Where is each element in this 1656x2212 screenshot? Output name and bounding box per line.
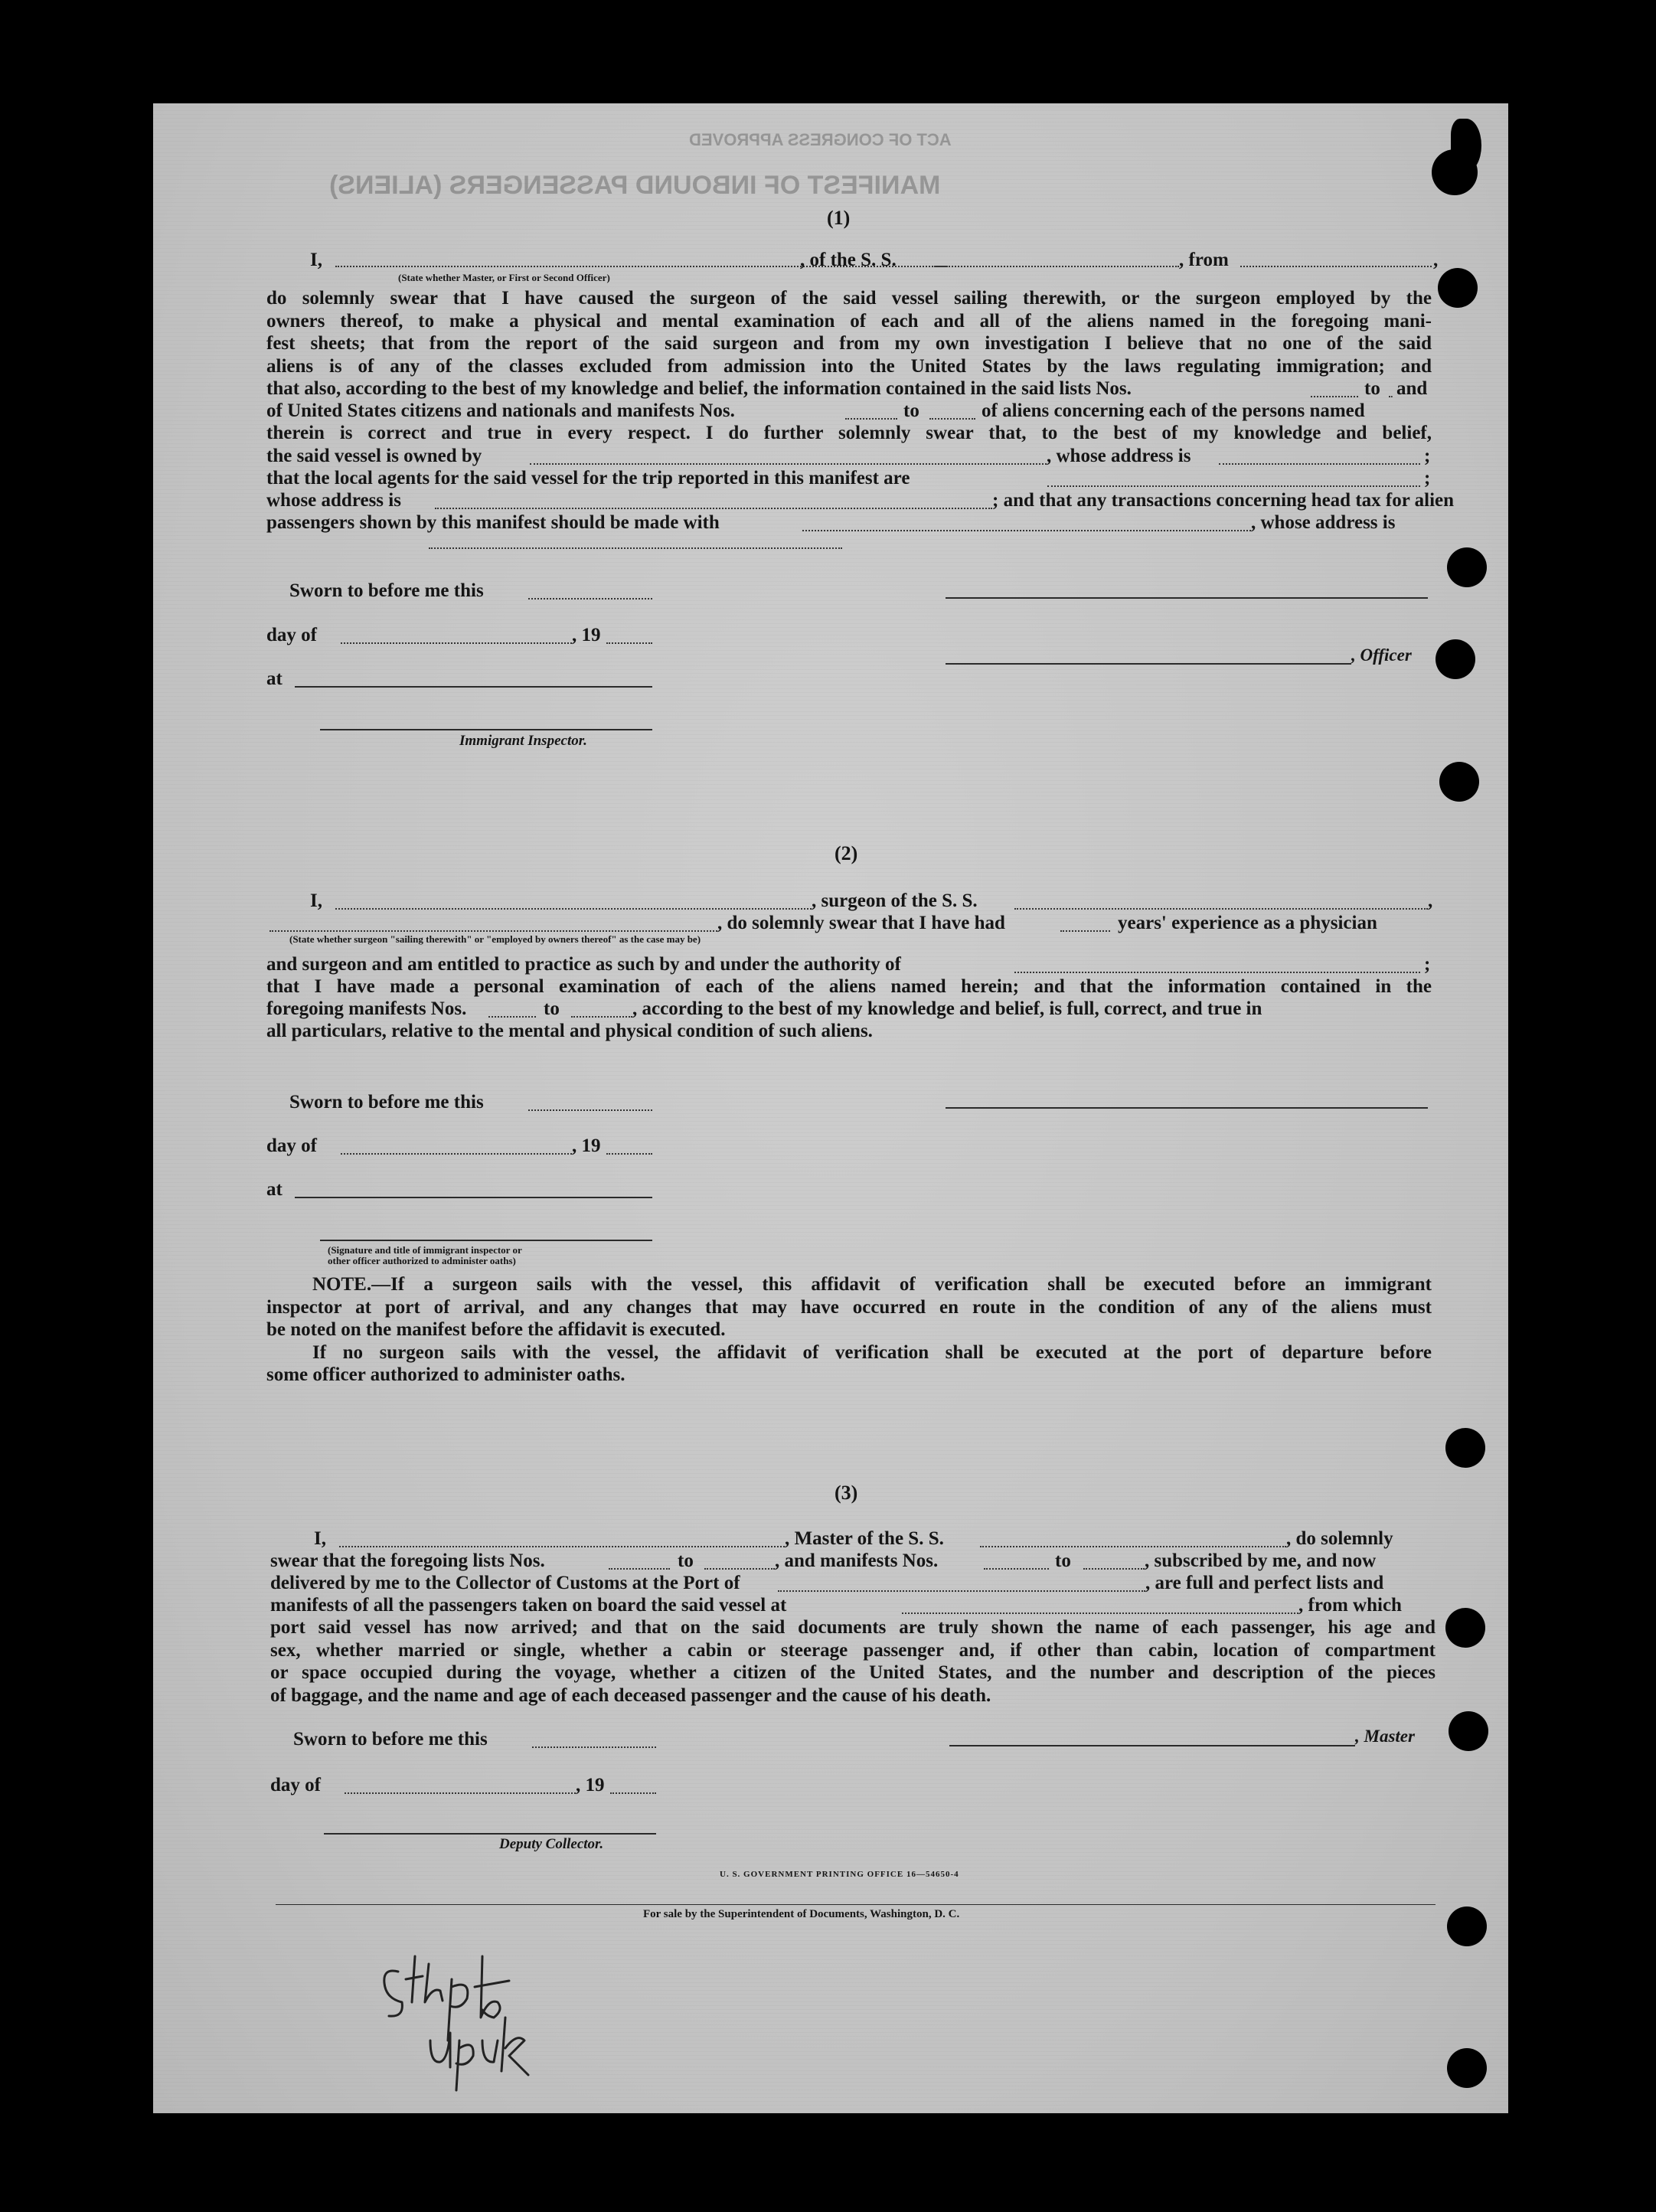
s1-owned-end: ; xyxy=(1424,446,1431,466)
s3-body-line: of baggage, and the name and age of each deceased passenger and the cause of his death. xyxy=(270,1684,991,1706)
s2-authority-blank[interactable] xyxy=(1014,972,1420,973)
s2-ship-blank[interactable] xyxy=(1014,908,1428,910)
s3-port-blank[interactable] xyxy=(778,1590,1145,1592)
punch-hole xyxy=(1438,268,1478,308)
s1-agents-blank[interactable] xyxy=(1047,485,1420,487)
s1-correct-line xyxy=(266,422,1432,445)
s1-from-port-blank[interactable] xyxy=(1240,266,1432,267)
s1-headtax-text: ; and that any transactions concerning head tax for alien xyxy=(992,490,1455,511)
s1-day-of-label: day of xyxy=(266,625,317,645)
s2-note-line: NOTE.—If a surgeon sails with the vessel, this affidavit of verification shall be executed before an immigrant xyxy=(312,1274,1432,1295)
s2-sworn-blank[interactable] xyxy=(528,1109,652,1111)
s2-manifests-to: to xyxy=(544,998,560,1019)
s2-years-text: years' experience as a physician xyxy=(1118,913,1377,933)
s3-lists-to: to xyxy=(678,1550,694,1571)
s1-agent-address-label: whose address is xyxy=(266,490,401,511)
section-2-number: (2) xyxy=(835,842,858,864)
punch-hole xyxy=(1445,1428,1485,1468)
s1-sworn-label: Sworn to before me this xyxy=(289,580,484,601)
s1-oath-body xyxy=(266,287,1432,377)
section-1-number: (1) xyxy=(827,207,851,229)
s2-sig-note-1: (Signature and title of immigrant inspector or xyxy=(328,1244,522,1256)
s3-master-ss-label: , Master of the S. S. xyxy=(785,1528,944,1549)
s2-day-blank[interactable] xyxy=(341,1153,572,1155)
s3-oath-body xyxy=(270,1616,1436,1707)
s1-day-blank[interactable] xyxy=(341,642,572,644)
s1-body-line: aliens is of any of the classes excluded from admission into the United States by the laws regulating immigration; and xyxy=(266,355,1432,377)
sale-notice: For sale by the Superintendent of Documents, Washington, D. C. xyxy=(643,1908,960,1920)
s1-sworn-blank[interactable] xyxy=(528,598,652,600)
s3-manifests-to: to xyxy=(1055,1550,1071,1571)
s1-year-blank[interactable] xyxy=(606,642,652,644)
punch-hole xyxy=(1445,1608,1485,1648)
s2-note-line: inspector at port of arrival, and any changes that may have occurred en route in the condition of any of the aliens must xyxy=(266,1296,1432,1318)
bleed-through-line: ACT OF CONGRESS APPROVED xyxy=(689,130,952,149)
s1-inspector-line[interactable] xyxy=(320,729,652,730)
s1-inspector-label: Immigrant Inspector. xyxy=(459,733,587,749)
s1-headtax-with: passengers shown by this manifest should be made with xyxy=(266,512,720,533)
punch-hole xyxy=(1439,762,1479,802)
s2-note-line: be noted on the manifest before the affidavit is executed. xyxy=(266,1319,726,1340)
s2-surgeon-ss-label: , surgeon of the S. S. xyxy=(812,890,978,911)
s3-taken-at-blank[interactable] xyxy=(902,1612,1298,1614)
s3-collector-text: delivered by me to the Collector of Customs at the Port of xyxy=(270,1573,740,1593)
punch-hole xyxy=(1449,1711,1488,1751)
s1-manifests-from-blank[interactable] xyxy=(845,418,897,420)
s1-headtax-address-blank[interactable] xyxy=(429,547,842,549)
s2-at-label: at xyxy=(266,1179,283,1200)
s3-sworn-blank[interactable] xyxy=(532,1746,656,1748)
s3-lists-to-blank[interactable] xyxy=(704,1568,775,1570)
s1-lists-to: to xyxy=(1364,378,1380,399)
s1-body-line: owners thereof, to make a physical and mental examination of each and all of the aliens named in the foregoing mani- xyxy=(266,310,1432,332)
s3-body-line: port said vessel has now arrived; and that on the said documents are truly shown the name of each passenger, his age and xyxy=(270,1617,1436,1638)
s3-lists-label: swear that the foregoing lists Nos. xyxy=(270,1550,545,1571)
s3-solemnly: , do solemnly xyxy=(1286,1528,1393,1549)
s1-agents-text: that the local agents for the said vessel for the trip reported in this manifest are xyxy=(266,468,910,488)
s3-i-label: I, xyxy=(314,1528,326,1549)
s2-years-blank[interactable] xyxy=(1060,930,1110,932)
s2-day-of-label: day of xyxy=(266,1135,317,1156)
s1-owner-address-label: , whose address is xyxy=(1047,446,1191,466)
s1-lists-and: and xyxy=(1396,378,1428,399)
s3-manifests-from-blank[interactable] xyxy=(984,1568,1049,1570)
s3-from-which: , from which xyxy=(1298,1595,1402,1616)
s2-at-blank[interactable] xyxy=(295,1197,652,1198)
s2-note2-line: some officer authorized to administer oaths. xyxy=(266,1364,625,1385)
s2-signature-line[interactable] xyxy=(946,1107,1428,1109)
s2-manifests-from-blank[interactable] xyxy=(488,1016,536,1018)
s3-body-line: or space occupied during the voyage, whether a citizen of the United States, and the number and description of the pieces xyxy=(270,1662,1436,1683)
s2-sailing-blank[interactable] xyxy=(269,930,717,932)
printer-imprint: U. S. GOVERNMENT PRINTING OFFICE 16—54650-4 xyxy=(720,1870,959,1879)
s3-year-blank[interactable] xyxy=(610,1792,656,1794)
s1-manifests-to: to xyxy=(903,400,919,421)
s1-i-label: I, xyxy=(310,250,322,270)
s2-authority-end: ; xyxy=(1424,954,1431,975)
handwritten-annotation xyxy=(375,1926,605,2094)
s3-master-label: , Master xyxy=(1355,1727,1415,1746)
s1-owner-blank[interactable] xyxy=(530,463,1047,465)
s1-body-line: fest sheets; that from the report of the said surgeon and from my own investigation I believe that no one of the said xyxy=(266,333,1432,354)
s3-lists-from-blank[interactable] xyxy=(609,1568,670,1570)
s2-year-label: , 19 xyxy=(572,1135,601,1156)
s1-lists-text: that also, according to the best of my knowledge and belief, the information contained in the said lists Nos. xyxy=(266,378,1132,399)
s2-manifests-label: foregoing manifests Nos. xyxy=(266,998,467,1019)
s2-authority-text: and surgeon and am entitled to practice as such by and under the authority of xyxy=(266,954,901,975)
s1-headtax-blank[interactable] xyxy=(802,530,1251,531)
s1-signature-line[interactable] xyxy=(946,597,1428,599)
s1-ship-name-blank[interactable] xyxy=(934,266,1179,267)
bleed-through-header: MANIFEST OF INBOUND PASSENGERS (ALIENS) xyxy=(329,171,941,200)
s3-day-blank[interactable] xyxy=(345,1792,576,1794)
s1-agents-end: ; xyxy=(1424,468,1431,488)
s1-manifests-text: of United States citizens and nationals and manifests Nos. xyxy=(266,400,735,421)
s3-sworn-label: Sworn to before me this xyxy=(293,1729,488,1750)
s1-state-note: (State whether Master, or First or Second Officer) xyxy=(398,272,610,283)
s3-master-signature-line[interactable] xyxy=(949,1745,1355,1746)
s2-i-label: I, xyxy=(310,890,322,911)
s3-ship-blank[interactable] xyxy=(980,1546,1286,1547)
footer-rule xyxy=(276,1904,1436,1905)
s2-manifests-rest: , according to the best of my knowledge and belief, is full, correct, and true in xyxy=(632,998,1262,1019)
s2-surgeon-name-blank[interactable] xyxy=(335,908,812,910)
s1-manifests-to-blank[interactable] xyxy=(929,418,975,420)
punch-hole xyxy=(1447,2048,1487,2088)
s3-manifests-to-blank[interactable] xyxy=(1083,1568,1145,1570)
s2-line1-end: , xyxy=(1428,890,1433,911)
s1-lists-from-blank[interactable] xyxy=(1311,396,1358,397)
s2-particulars-text: all particulars, relative to the mental and physical condition of such aliens. xyxy=(266,1021,873,1041)
s1-year-label: , 19 xyxy=(572,625,601,645)
s3-body-line: sex, whether married or single, whether a cabin or steerage passenger and, if other than cabin, location of compartment xyxy=(270,1639,1436,1661)
punch-hole xyxy=(1436,639,1475,679)
s1-lists-to-blank[interactable] xyxy=(1389,396,1393,397)
punch-hole xyxy=(1447,547,1487,587)
s1-line1-end: , xyxy=(1433,250,1439,270)
s1-owned-text: the said vessel is owned by xyxy=(266,446,482,466)
s1-officer-label: , Officer xyxy=(1351,645,1412,665)
s1-manifests-rest: of aliens concerning each of the persons named xyxy=(982,400,1365,421)
s1-of-ss-label: , of the S. S. xyxy=(800,250,897,270)
s2-year-blank[interactable] xyxy=(606,1153,652,1155)
s3-collector-line[interactable] xyxy=(324,1833,656,1835)
paper-tear xyxy=(1451,119,1481,172)
s2-sworn-label: Sworn to before me this xyxy=(289,1092,484,1113)
s2-manifests-to-blank[interactable] xyxy=(571,1016,632,1018)
s2-note2-line: If no surgeon sails with the vessel, the affidavit of verification shall be executed at the port of departure before xyxy=(312,1341,1432,1363)
s1-owner-address-blank[interactable] xyxy=(1219,463,1420,465)
s3-subscribed: , subscribed by me, and now xyxy=(1145,1550,1377,1571)
s3-collector-label: Deputy Collector. xyxy=(499,1836,604,1852)
s3-perfect-lists: , are full and perfect lists and xyxy=(1145,1573,1384,1593)
s1-body-line: do solemnly swear that I have caused the surgeon of the said vessel sailing therewith, or the surgeon employed by the xyxy=(266,288,1432,309)
s1-correct-text: therein is correct and true in every respect. I do further solemnly swear that, to the best of my knowledge and belief, xyxy=(266,423,1432,443)
s1-officer-line[interactable] xyxy=(946,663,1351,665)
s3-day-of-label: day of xyxy=(270,1775,321,1795)
punch-hole xyxy=(1447,1907,1487,1946)
s2-examination-text: that I have made a personal examination of each of the aliens named herein; and that the information contained in the xyxy=(266,976,1432,997)
document-page xyxy=(153,103,1508,2113)
s1-at-label: at xyxy=(266,668,283,689)
s3-manifests-label: , and manifests Nos. xyxy=(775,1550,939,1571)
s2-inspector-line[interactable] xyxy=(320,1240,652,1241)
s1-headtax-address: , whose address is xyxy=(1251,512,1396,533)
s2-note-block xyxy=(266,1273,1432,1387)
s2-state-note: (State whether surgeon "sailing therewith" or "employed by owners thereof" as the case may be) xyxy=(289,933,701,945)
section-3-number: (3) xyxy=(835,1482,858,1504)
s2-sig-note-2: other officer authorized to administer oaths) xyxy=(328,1255,516,1266)
s1-at-blank[interactable] xyxy=(295,686,652,688)
s1-from-label: , from xyxy=(1179,250,1229,270)
s2-examination-line xyxy=(266,975,1432,998)
s2-swear-text: , do solemnly swear that I have had xyxy=(717,913,1005,933)
s3-year-label: , 19 xyxy=(576,1775,605,1795)
s3-master-name-blank[interactable] xyxy=(339,1546,785,1547)
s1-agent-address-blank[interactable] xyxy=(435,508,992,509)
s3-manifests-taken: manifests of all the passengers taken on board the said vessel at xyxy=(270,1595,787,1616)
